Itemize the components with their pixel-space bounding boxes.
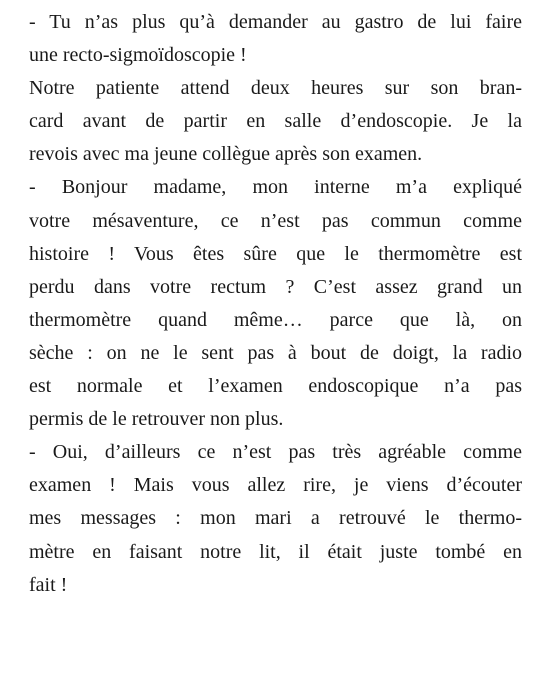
text-line: une recto-sigmoïdoscopie !: [29, 44, 247, 67]
text-line: - Bonjour madame, mon interne m’a expliqué: [29, 176, 522, 199]
text-line: - Oui, d’ailleurs ce n’est pas très agréable comme: [29, 441, 522, 464]
text-line: mes messages : mon mari a retrouvé le thermo-: [29, 507, 522, 530]
text-line: revois avec ma jeune collègue après son examen.: [29, 143, 423, 166]
paragraph-3: [29, 171, 522, 436]
text-line: examen ! Mais vous allez rire, je viens d’écouter: [29, 474, 522, 497]
text-line: Notre patiente attend deux heures sur son bran-: [29, 77, 522, 100]
text-line: est normale et l’examen endoscopique n’a pas: [29, 375, 522, 398]
text-line: thermomètre quand même… parce que là, on: [29, 308, 522, 331]
text-line: histoire ! Vous êtes sûre que le thermomètre est: [29, 242, 522, 265]
paragraph-4: [29, 436, 522, 601]
text-line: votre mésaventure, ce n’est pas commun comme: [29, 209, 522, 232]
text-line: fait !: [29, 573, 68, 596]
text-line: permis de le retrouver non plus.: [29, 408, 284, 431]
text-line: card avant de partir en salle d’endoscopie. Je la: [29, 110, 522, 133]
text-line: - Tu n’as plus qu’à demander au gastro de lui faire: [29, 11, 522, 33]
text-line: sèche : on ne le sent pas à bout de doigt, la radio: [29, 341, 522, 364]
paragraph-2: [29, 72, 522, 171]
paragraph-1: [29, 6, 522, 72]
document-page: [29, 6, 522, 602]
text-line: mètre en faisant notre lit, il était juste tombé en: [29, 540, 522, 563]
text-line: perdu dans votre rectum ? C’est assez grand un: [29, 275, 522, 298]
